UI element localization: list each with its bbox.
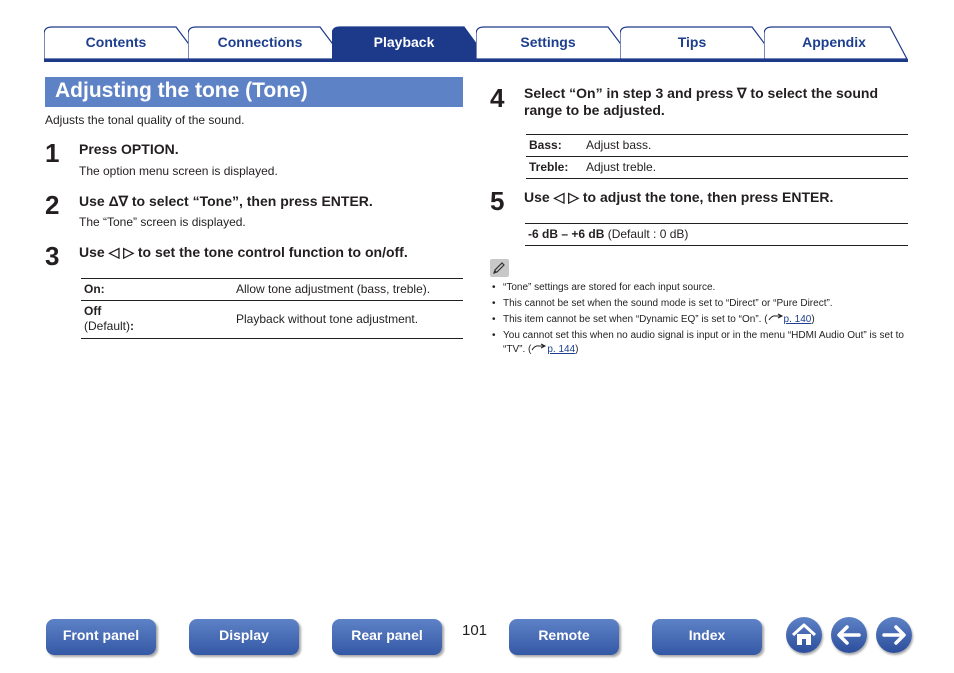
page-title: Adjusting the tone (Tone) — [45, 77, 463, 107]
tab-label: Contents — [85, 34, 147, 50]
note-text: “Tone” settings are stored for each input source. — [503, 282, 716, 293]
display-button[interactable]: Display — [189, 619, 299, 655]
pencil-icon — [490, 259, 509, 277]
option-key: On: — [81, 279, 233, 301]
step-description: The “Tone” screen is displayed. — [79, 215, 246, 229]
tab-label: Settings — [520, 34, 576, 50]
step-title: Press OPTION. — [79, 141, 179, 157]
range-value: Adjust treble. — [583, 157, 908, 179]
step-number: 4 — [490, 83, 505, 113]
option-key-colon: : — [130, 319, 135, 333]
tab-label: Appendix — [802, 34, 866, 50]
remote-button[interactable]: Remote — [509, 619, 619, 655]
rear-panel-button[interactable]: Rear panel — [332, 619, 442, 655]
tab-playback[interactable] — [332, 26, 490, 60]
page-reference-link[interactable] — [531, 344, 575, 355]
table-row — [81, 301, 463, 339]
range-default: (Default : 0 dB) — [604, 227, 689, 241]
step-title: Use Δ∇ to select “Tone”, then press ENTER. — [79, 193, 373, 209]
arrow-left-icon — [831, 617, 867, 653]
step-title: Use ◁ ▷ to adjust the tone, then press ENTER. — [524, 189, 834, 205]
range-key: Treble: — [526, 157, 583, 179]
tab-appendix[interactable] — [764, 26, 908, 60]
tab-label: Tips — [677, 34, 707, 50]
front-panel-button[interactable]: Front panel — [46, 619, 156, 655]
home-icon — [786, 617, 822, 653]
tab-contents[interactable] — [44, 26, 202, 60]
note-text: This cannot be set when the sound mode is set to “Direct” or “Pure Direct”. — [503, 298, 833, 309]
tab-label: Connections — [217, 34, 303, 50]
on-off-table — [81, 278, 463, 339]
note-text: This item cannot be set when “Dynamic EQ” is set to “On”. — [503, 314, 762, 325]
step-number: 3 — [45, 241, 60, 271]
step-title: Select “On” in step 3 and press ∇ to select the sound range to be adjusted. — [524, 85, 879, 118]
tab-connections[interactable] — [188, 26, 346, 60]
page-reference-link[interactable] — [768, 314, 812, 325]
tab-settings[interactable] — [476, 26, 634, 60]
range-value: Adjust bass. — [583, 135, 908, 157]
intro-text: Adjusts the tonal quality of the sound. — [45, 113, 245, 127]
notes-list — [492, 281, 912, 359]
tab-label: Playback — [373, 34, 435, 50]
tab-bar — [44, 26, 908, 62]
step-number: 5 — [490, 186, 505, 216]
previous-page-button[interactable] — [831, 617, 867, 653]
option-key-default: (Default) — [84, 319, 131, 333]
range-key: Bass: — [526, 135, 583, 157]
reference-icon — [531, 343, 547, 353]
range-text: -6 dB – +6 dB — [528, 227, 605, 241]
reference-icon — [768, 313, 784, 323]
table-row — [81, 279, 463, 301]
table-row — [526, 157, 908, 179]
note-text: You cannot set this when no audio signal is input or in the menu “HDMI Audio Out” is set to “TV”. — [503, 330, 904, 355]
option-key: Off — [84, 304, 102, 318]
arrow-right-icon — [876, 617, 912, 653]
note-item: • This item cannot be set when “Dynamic EQ” is set to “On”. ( p. 140) — [492, 313, 912, 327]
page-reference-text: p. 144 — [547, 344, 576, 355]
range-table — [526, 134, 908, 179]
note-item: • You cannot set this when no audio signal is input or in the menu “HDMI Audio Out” is set to “TV”. ( p. 144) — [492, 329, 912, 357]
home-button[interactable] — [786, 617, 822, 653]
tab-underline — [44, 59, 908, 62]
page-number: 101 — [462, 622, 488, 639]
option-value: Playback without tone adjustment. — [233, 301, 463, 339]
table-row — [526, 135, 908, 157]
adjustment-range — [525, 223, 908, 246]
option-value: Allow tone adjustment (bass, treble). — [233, 279, 463, 301]
step-description: The option menu screen is displayed. — [79, 164, 278, 178]
step-number: 1 — [45, 138, 60, 168]
page-reference-text: p. 140 — [783, 314, 812, 325]
next-page-button[interactable] — [876, 617, 912, 653]
option-key-cell — [81, 301, 233, 339]
index-button[interactable]: Index — [652, 619, 762, 655]
step-title: Use ◁ ▷ to set the tone control function to on/off. — [79, 244, 408, 260]
tab-tips[interactable] — [620, 26, 778, 60]
note-item — [492, 281, 912, 295]
step-number: 2 — [45, 190, 60, 220]
note-item — [492, 297, 912, 311]
